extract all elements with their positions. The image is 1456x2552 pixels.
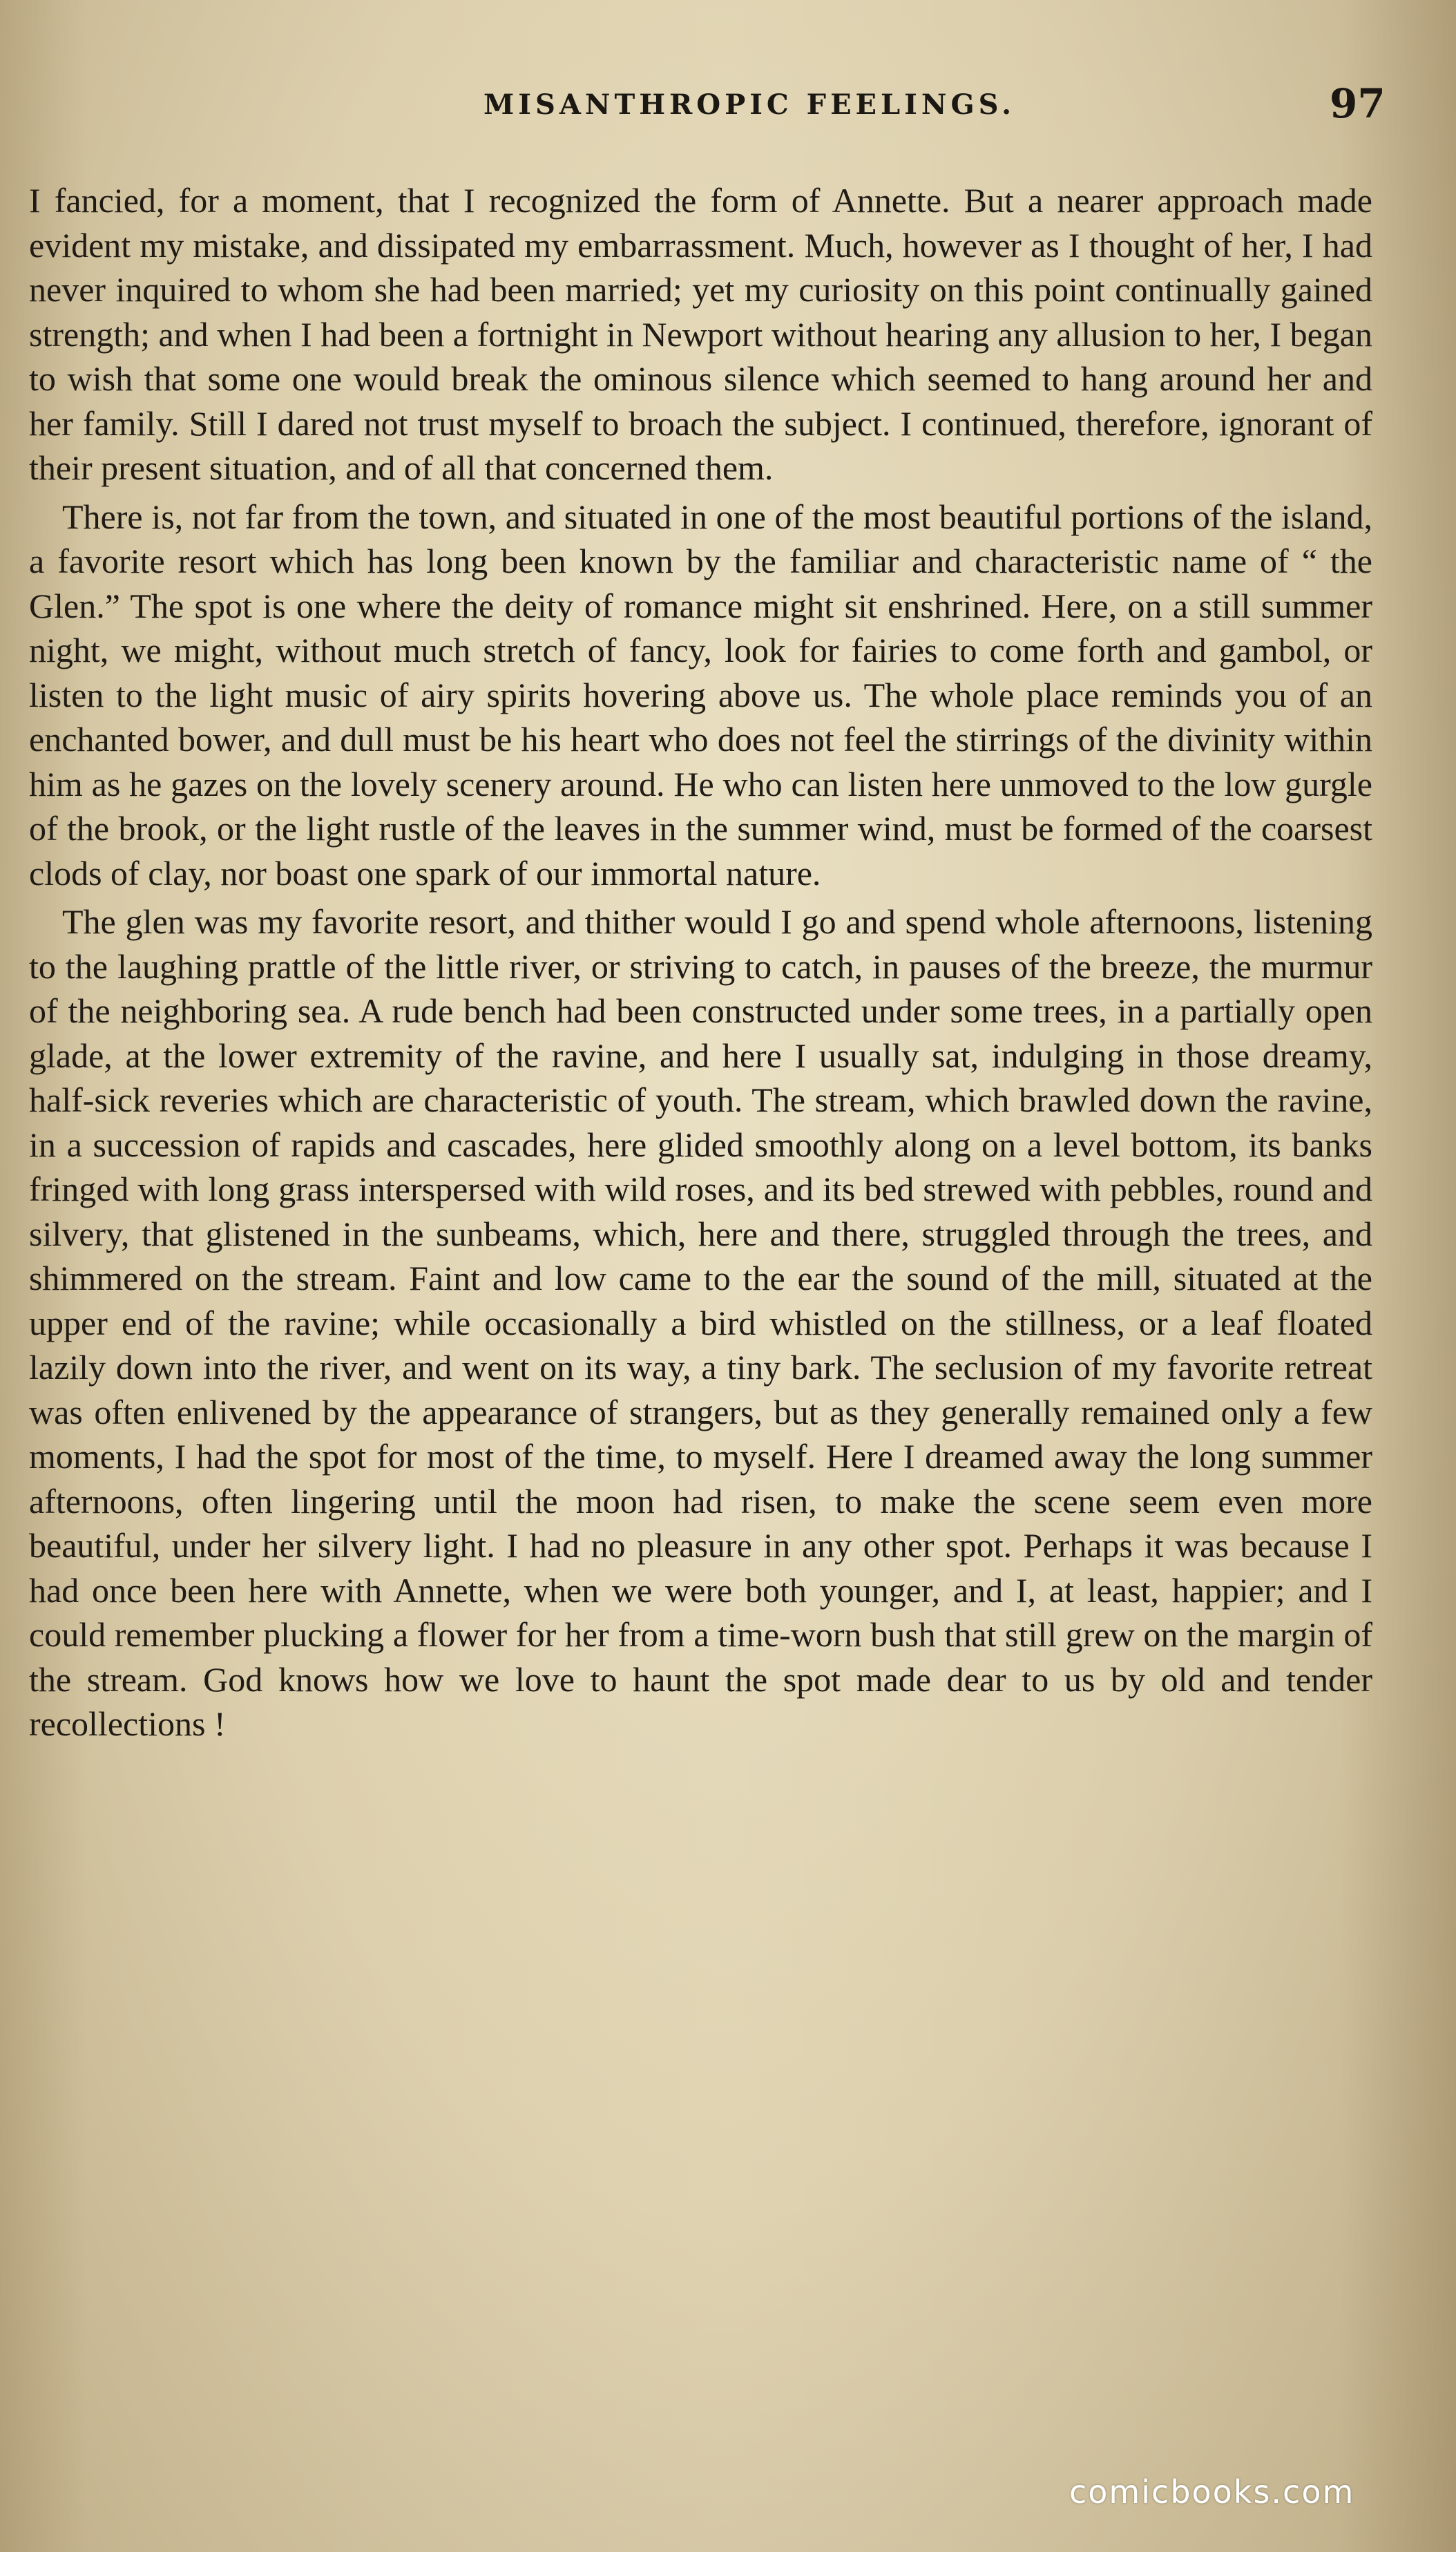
paragraph-2: There is, not far from the town, and situated in one of the most beautiful portions of the island, a favorite resort which has long been known by the familiar and characteristic name of “ the Glen.” The spot is one where the deity of romance might sit enshrined. Here, on a still summer night, we might, without much stretch of fancy, look for fairies to come forth and gambol, or listen to the light music of airy spirits hovering above us. The whole place reminds you of an enchanted bower, and dull must be his heart who does not feel the stirrings of the divinity within him as he gazes on the lovely scenery around. He who can listen here unmoved to the low gurgle of the brook, or the light rustle of the leaves in the summer wind, must be formed of the coarsest clods of clay, nor boast one spark of our immortal nature. (29, 497, 1372, 893)
running-head (0, 80, 1456, 144)
paragraph-1: I fancied, for a moment, that I recognized the form of Annette. But a nearer approach made evident my mistake, and dissipated my embarrassment. Much, however as I thought of her, I had never inquired to whom she had been married; yet my curiosity on this point continually gained strength; and when I had been a fortnight in Newport without hearing any allusion to her, I began to wish that some one would break the ominous silence which seemed to hang around her and her family. Still I dared not trust myself to broach the subject. I continued, therefore, ignorant of their present situation, and of all that concerned them. (29, 181, 1372, 487)
paragraph-3: The glen was my favorite resort, and thither would I go and spend whole afternoons, listening to the laughing prattle of the little river, or striving to catch, in pauses of the breeze, the murmur of the neighboring sea. A rude bench had been constructed under some trees, in a partially open glade, at the lower extremity of the ravine, and here I usually sat, indulging in those dreamy, half-sick reveries which are characteristic of youth. The stream, which brawled down the ravine, in a succession of rapids and cascades, here glided smoothly along on a level bottom, its banks fringed with long grass interspersed with wild roses, and its bed strewed with pebbles, round and silvery, that glistened in the sunbeams, which, here and there, struggled through the trees, and shimmered on the stream. Faint and low came to the ear the sound of the mill, situated at the upper end of the ravine; while occasionally a bird whistled on the stillness, or a leaf floated lazily down into the river, and went on its way, a tiny bark. The seclusion of my favorite retreat was often enlivened by the appearance of strangers, but as they generally remained only a few moments, I had the spot for most of the time, to myself. Here I dreamed away the long summer afternoons, often lingering until the moon had risen, to make the scene seem even more beautiful, under her silvery light. I had no pleasure in any other spot. Perhaps it was because I had once been here with Annette, when we were both younger, and I, at least, happier; and I could remember plucking a flower for her from a time-worn bush that still grew on the margin of the stream. God knows how we love to haunt the spot made dear to us by old and tender recollections ! (29, 902, 1372, 1743)
body-text (29, 178, 1372, 1746)
running-title: MISANTHROPIC FEELINGS. (483, 88, 1015, 121)
page-number: 97 (1330, 80, 1386, 127)
watermark: comicbooks.com (1069, 2473, 1355, 2511)
